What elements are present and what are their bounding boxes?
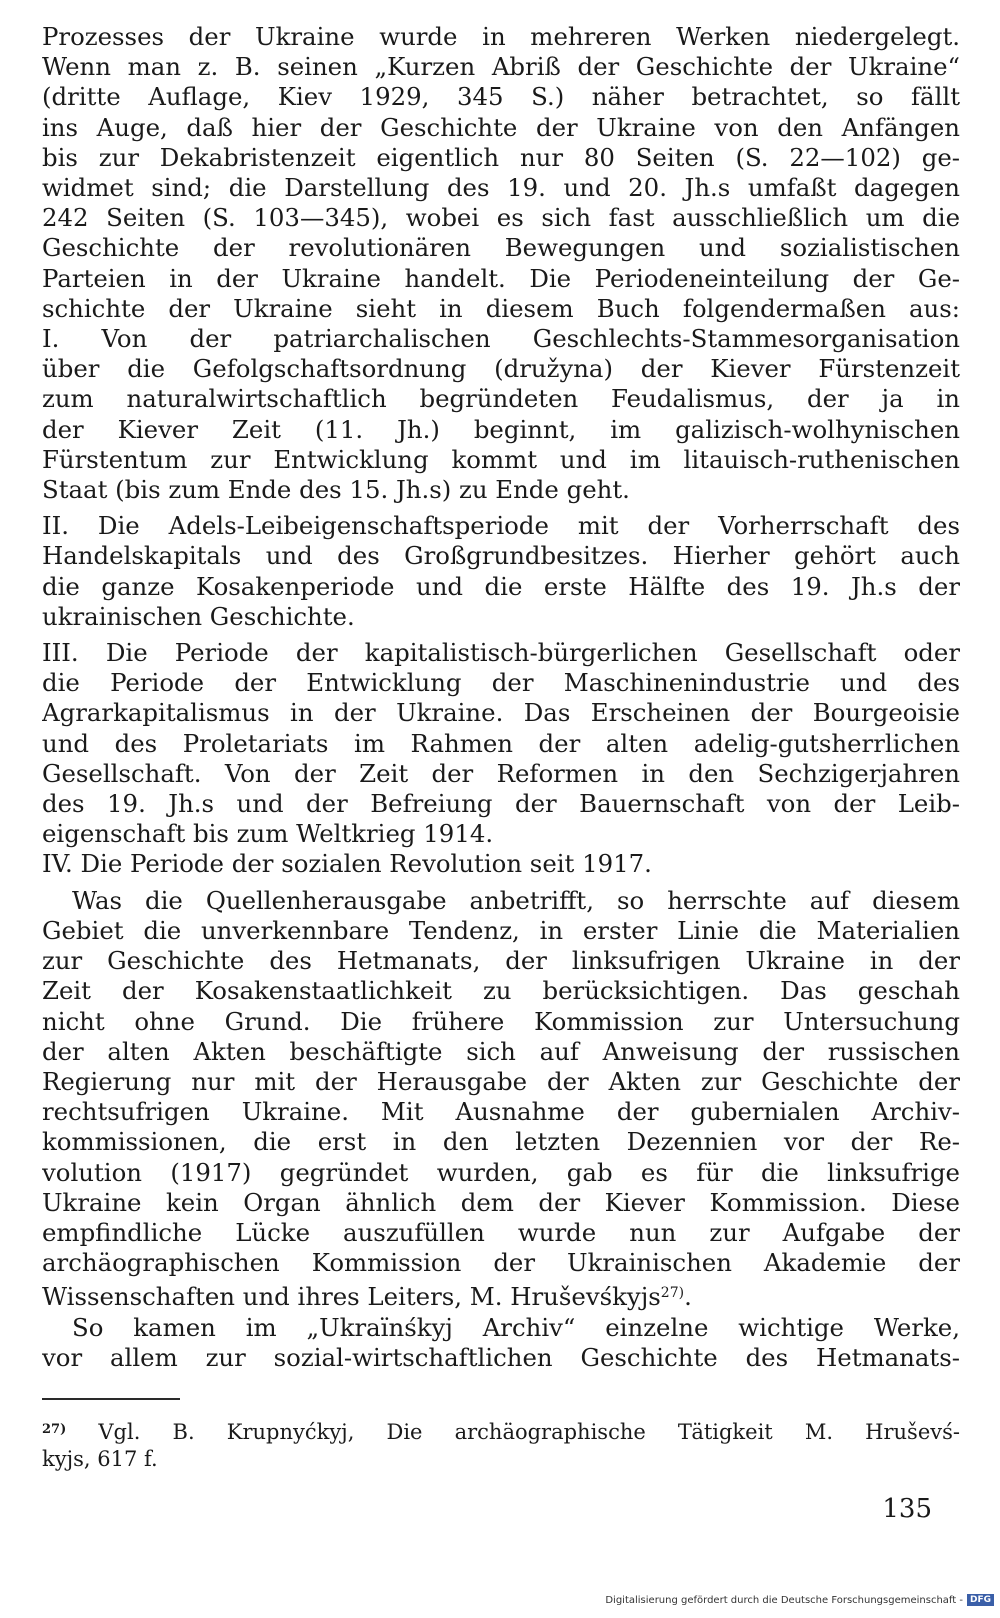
footnote [42, 1416, 960, 1473]
text-line: Staat (bis zum Ende des 15. Jh.s) zu Ende geht. [42, 475, 630, 505]
text-line: und des Proletariats im Rahmen der alten adelig-gutsherrlichen [42, 728, 960, 758]
text-line: nicht ohne Grund. Die frühere Kommission zur Untersuchung [42, 1006, 960, 1036]
text-line: schichte der Ukraine sieht in diesem Buch folgendermaßen aus: [42, 293, 960, 323]
text-line: der Kiever Zeit (11. Jh.) beginnt, im galizisch-wolhynischen [42, 414, 960, 444]
footnote-separator [42, 1398, 180, 1400]
text-line: III. Die Periode der kapitalistisch-bürgerlichen Gesellschaft oder [42, 638, 960, 668]
text-line: Fürstentum zur Entwicklung kommt und im litauisch-ruthenischen [42, 444, 960, 474]
archiv-paragraph [42, 1313, 960, 1373]
text-line: vor allem zur sozial-wirtschaftlichen Geschichte des Hetmanats- [42, 1342, 960, 1372]
text-line: die Periode der Entwicklung der Maschinenindustrie und des [42, 668, 960, 698]
text-line: kommissionen, die erst in den letzten Dezennien vor der Re- [42, 1127, 960, 1157]
text-line: I. Von der patriarchalischen Geschlechts-Stammesorganisation [42, 324, 960, 354]
text-line: Zeit der Kosakenstaatlichkeit zu berücksichtigen. Das geschah [42, 976, 960, 1006]
text-line: über die Gefolgschaftsordnung (družyna) der Kiever Fürstenzeit [42, 354, 960, 384]
text-line: ukrainischen Geschichte. [42, 601, 355, 631]
text-line [42, 1278, 960, 1312]
text-line: zur Geschichte des Hetmanats, der linksufrigen Ukraine in der [42, 946, 960, 976]
text-line: der alten Akten beschäftigte sich auf Anweisung der russischen [42, 1036, 960, 1066]
text-line: IV. Die Periode der sozialen Revolution seit 1917. [42, 849, 652, 879]
text-line: die ganze Kosakenperiode und die erste Hälfte des 19. Jh.s der [42, 571, 960, 601]
footnote-reference[interactable]: 27) [660, 1285, 685, 1302]
text-line: 242 Seiten (S. 103—345), wobei es sich fast ausschließlich um die [42, 203, 960, 233]
text-line: bis zur Dekabristenzeit eigentlich nur 80 Seiten (S. 22—102) ge- [42, 142, 960, 172]
period-three-paragraph [42, 638, 960, 849]
text-line: eigenschaft bis zum Weltkrieg 1914. [42, 819, 494, 849]
footnote-line: kyjs, 617 f. [42, 1447, 158, 1471]
footnote-marker: 27) [42, 1422, 67, 1437]
text-line: archäographischen Kommission der Ukrainischen Akademie der [42, 1248, 960, 1278]
text-line: Agrarkapitalismus in der Ukraine. Das Erscheinen der Bourgeoisie [42, 698, 960, 728]
text-line: Gesellschaft. Von der Zeit der Reformen in den Sechzigerjahren [42, 758, 960, 788]
text-line: Handelskapitals und des Großgrundbesitzes. Hierher gehört auch [42, 541, 960, 571]
text-line: So kamen im „Ukraïnśkyj Archiv“ einzelne wichtige Werke, [72, 1312, 960, 1342]
page-number: 135 [882, 1494, 932, 1524]
footnote-line [42, 1416, 960, 1446]
text-fragment: Wissenschaften und ihres Leiters, M. Hruševśkyjs [42, 1282, 661, 1312]
text-line: zum naturalwirtschaftlich begründeten Feudalismus, der ja in [42, 384, 960, 414]
text-line: Parteien in der Ukraine handelt. Die Periodeneinteilung der Ge- [42, 263, 960, 293]
text-line: Wenn man z. B. seinen „Kurzen Abriß der Geschichte der Ukraine“ [42, 52, 960, 82]
period-four-paragraph [42, 849, 960, 879]
credit-text: Digitalisierung gefördert durch die Deutsche Forschungsgemeinschaft - [605, 1594, 963, 1606]
text-line: empfindliche Lücke auszufüllen wurde nun zur Aufgabe der [42, 1217, 960, 1247]
footnote-text: Vgl. B. Krupnyćkyj, Die archäographische Tätigkeit M. Hruševś- [98, 1420, 960, 1444]
text-line: rechtsufrigen Ukraine. Mit Ausnahme der gubernialen Archiv- [42, 1097, 960, 1127]
dfg-logo: DFG [967, 1594, 994, 1606]
text-line: Prozesses der Ukraine wurde in mehreren Werken niedergelegt. [42, 22, 960, 51]
text-line: widmet sind; die Darstellung des 19. und 20. Jh.s umfaßt dagegen [42, 173, 960, 203]
text-line: Gebiet die unverkennbare Tendenz, in erster Linie die Materialien [42, 915, 960, 945]
text-fragment: . [684, 1282, 692, 1312]
period-two-paragraph [42, 511, 960, 632]
text-line: Was die Quellenherausgabe anbetrifft, so herrschte auf diesem [72, 885, 960, 915]
intro-paragraph [42, 22, 960, 324]
text-line: volution (1917) gegründet wurden, gab es für die linksufrige [42, 1157, 960, 1187]
text-line: Ukraine kein Organ ähnlich dem der Kiever Kommission. Diese [42, 1187, 960, 1217]
text-line: ins Auge, daß hier der Geschichte der Ukraine von den Anfängen [42, 112, 960, 142]
text-line: des 19. Jh.s und der Befreiung der Bauernschaft von der Leib- [42, 789, 960, 819]
digitization-credit [605, 1594, 994, 1606]
sources-paragraph [42, 886, 960, 1313]
page-body [42, 22, 960, 1373]
text-line: II. Die Adels-Leibeigenschaftsperiode mit der Vorherrschaft des [42, 511, 960, 541]
text-line: (dritte Auflage, Kiev 1929, 345 S.) näher betrachtet, so fällt [42, 82, 960, 112]
text-line: Geschichte der revolutionären Bewegungen und sozialistischen [42, 233, 960, 263]
text-line: Regierung nur mit der Herausgabe der Akten zur Geschichte der [42, 1066, 960, 1096]
period-one-paragraph [42, 324, 960, 505]
